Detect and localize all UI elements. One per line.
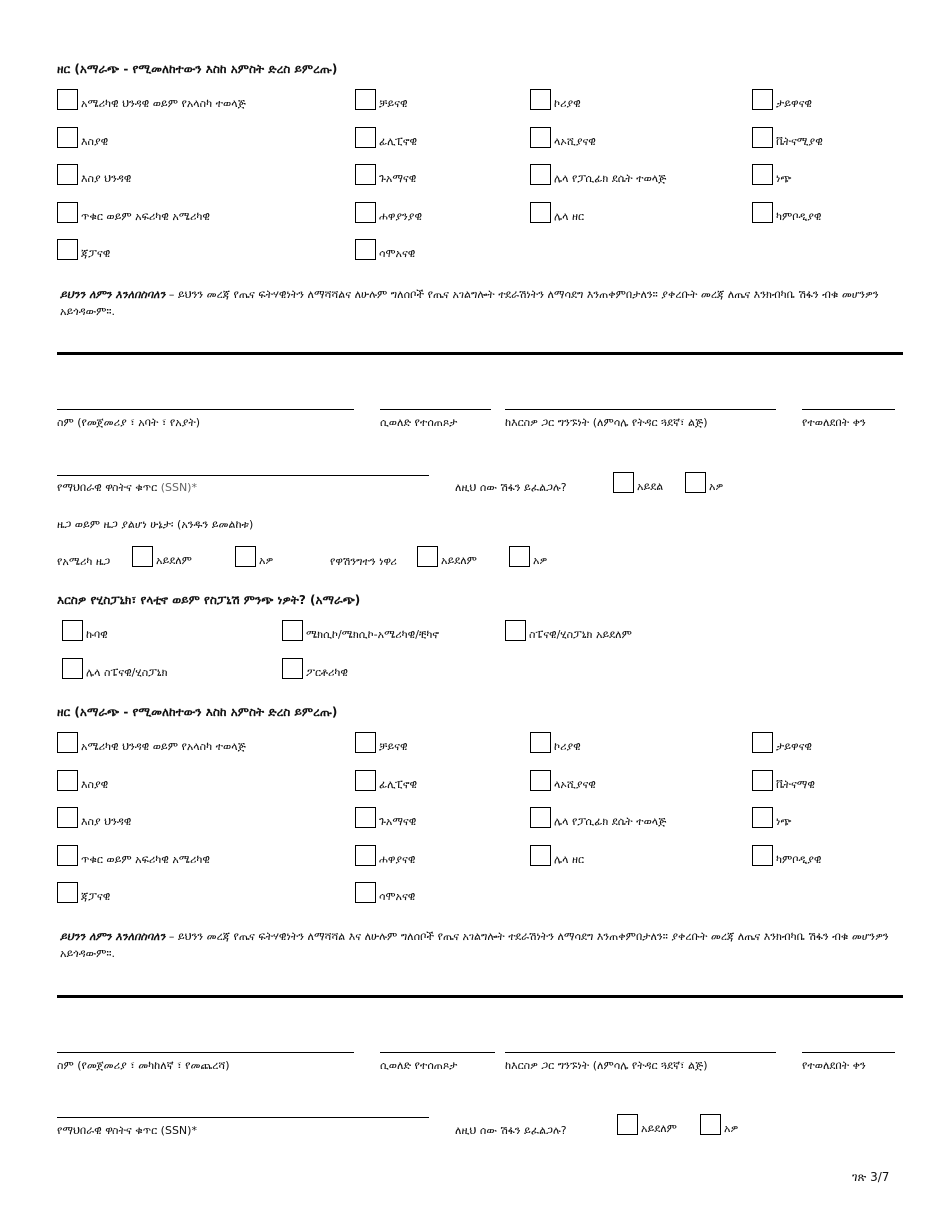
race-label: ጃፓናዊ <box>81 247 111 260</box>
race-option[interactable] <box>355 89 408 111</box>
name-label-2: ስም (የመጀመሪያ ፣ መካከለኛ ፣ የመጨረሻ) <box>57 1059 230 1072</box>
checkbox[interactable] <box>132 546 153 567</box>
checkbox[interactable] <box>752 89 773 110</box>
checkbox[interactable] <box>752 732 773 753</box>
race-label: ሳሞአናዊ <box>379 890 416 903</box>
race-option[interactable] <box>57 770 108 792</box>
checkbox[interactable] <box>530 807 551 828</box>
race-label: ቻይናዊ <box>379 97 408 110</box>
race-option[interactable] <box>752 732 812 754</box>
checkbox[interactable] <box>235 546 256 567</box>
resident-label: የዋሽንግተን ነዋሪ <box>330 555 397 568</box>
checkbox[interactable] <box>700 1114 721 1135</box>
race-heading-1: ዘር (አማራጭ - የሚመለከተውን እስከ አምስት ድረስ ይምረጡ) <box>57 62 338 76</box>
page-number: ገጽ 3/7 <box>852 1170 890 1184</box>
race-label: ላኦሺያናዊ <box>554 134 596 148</box>
race-option[interactable] <box>57 239 110 261</box>
checkbox[interactable] <box>355 770 376 791</box>
race-label: ሌላ ዘር <box>554 209 585 223</box>
dob-line[interactable] <box>802 409 895 410</box>
citizenship-heading: ዜጋ ወይም ዜጋ ያልሆነ ሁኔታ፡ (አንዱን ይመልከቱ) <box>57 518 254 531</box>
race-label: ሐዋያንያዊ <box>379 209 423 223</box>
race-label: እስያዊ <box>81 134 109 148</box>
us-citizen-label: የአሜሪካ ዜጋ <box>57 555 111 568</box>
checkbox[interactable] <box>282 620 303 641</box>
race-label: ኮሪያዊ <box>554 97 581 110</box>
relationship-line-2[interactable] <box>505 1052 776 1053</box>
hispanic-label: ሌላ ስፔናዊ/ሂስፓኒክ <box>86 665 168 679</box>
checkbox[interactable] <box>62 658 83 679</box>
race-option[interactable] <box>355 202 422 224</box>
sex-line[interactable] <box>380 409 491 410</box>
checkbox[interactable] <box>752 845 773 866</box>
race-option[interactable] <box>752 807 791 829</box>
race-option[interactable] <box>355 882 415 904</box>
race-label: ጃፓናዊ <box>81 890 111 903</box>
race-label: እስያ ህንዳዊ <box>81 172 132 185</box>
checkbox[interactable] <box>752 164 773 185</box>
race-label: እስያ ህንዳዊ <box>81 815 132 828</box>
race-option[interactable] <box>57 807 131 829</box>
coverage-yes-option[interactable] <box>685 472 723 494</box>
race-label: አሜሪካዊ ህንዳዊ ወይም የአላስካ ተወላጅ <box>81 97 246 110</box>
sex-line-2[interactable] <box>380 1052 495 1053</box>
race-option[interactable] <box>355 164 416 186</box>
resident-no-option[interactable] <box>417 546 477 568</box>
why-label-1: ይህንን ለምን እንለበስባለን <box>60 288 166 301</box>
sex-label-2: ሲወለድ የተሰጠጾታ <box>380 1059 458 1072</box>
section-divider-2 <box>57 995 903 998</box>
checkbox[interactable] <box>57 164 78 185</box>
checkbox[interactable] <box>57 239 78 260</box>
checkbox[interactable] <box>752 127 773 148</box>
race-label: ላኦሺያናዊ <box>554 777 596 791</box>
why-note-2 <box>60 928 900 962</box>
race-label: ካምቦዲያዊ <box>776 209 822 223</box>
race-option[interactable] <box>355 239 415 261</box>
race-option[interactable] <box>752 127 823 149</box>
checkbox[interactable] <box>57 127 78 148</box>
race-option[interactable] <box>530 732 581 754</box>
checkbox[interactable] <box>530 732 551 753</box>
coverage-yes-label: አዎ <box>709 480 724 493</box>
hispanic-label: ፖርቶሪካዊ <box>306 665 348 679</box>
hispanic-option[interactable] <box>282 658 348 680</box>
section-divider-1 <box>57 352 903 355</box>
race-label: ቻይናዊ <box>379 740 408 753</box>
race-option[interactable] <box>530 845 584 867</box>
checkbox[interactable] <box>752 807 773 828</box>
checkbox[interactable] <box>57 202 78 223</box>
coverage-no-option[interactable] <box>613 472 663 494</box>
race-option[interactable] <box>752 202 822 224</box>
hispanic-label: ኩባዊ <box>86 628 108 641</box>
race-option[interactable] <box>530 164 666 186</box>
checkbox[interactable] <box>613 472 634 493</box>
name-line[interactable] <box>57 409 354 410</box>
race-label: ካምቦዲያዊ <box>776 852 822 866</box>
race-option[interactable] <box>752 770 815 792</box>
race-label: ቬትናማዊ <box>776 777 815 791</box>
race-label: ጥቁር ወይም አፍሪካዊ አሜሪካዊ <box>81 852 210 866</box>
coverage-no-option-2[interactable] <box>617 1114 677 1136</box>
checkbox[interactable] <box>57 807 78 828</box>
sex-label: ሲወለድ የተሰጠጾታ <box>380 416 458 429</box>
race-option[interactable] <box>530 770 596 792</box>
race-label: ነጭ <box>776 815 792 828</box>
coverage-question: ለዚህ ሰው ሽፋን ይፈልጋሉ? <box>455 481 567 494</box>
us-citizen-yes-label: አዎ <box>259 554 274 567</box>
race-option[interactable] <box>355 845 415 867</box>
ssn-label-2: የማህበራዊ ዋስትና ቁጥር (SSN)* <box>57 1124 197 1137</box>
coverage-no-label-2: አይደለም <box>641 1122 677 1135</box>
name-label: ስም (የመጀመሪያ ፣ አባት ፣ የአያት) <box>57 416 201 429</box>
race-option[interactable] <box>355 732 408 754</box>
checkbox[interactable] <box>530 845 551 866</box>
hispanic-option[interactable] <box>62 658 168 680</box>
coverage-yes-option-2[interactable] <box>700 1114 738 1136</box>
race-label: ታይዋናዊ <box>776 97 812 110</box>
race-option[interactable] <box>355 770 417 792</box>
checkbox[interactable] <box>355 202 376 223</box>
checkbox[interactable] <box>685 472 706 493</box>
checkbox[interactable] <box>62 620 83 641</box>
ssn-line-2[interactable] <box>57 1117 429 1118</box>
race-label: አሜሪካዊ ህንዳዊ ወይም የአላስካ ተወላጅ <box>81 740 246 753</box>
coverage-no-label: አይደል <box>637 480 664 493</box>
checkbox[interactable] <box>530 770 551 791</box>
name-line-2[interactable] <box>57 1052 354 1053</box>
dob-label-2: የተወለደበት ቀን <box>802 1059 866 1072</box>
hispanic-heading: እርስዎ የሂስፓኒክ፣ የላቲኖ ወይም የስፓኒሽ ምንጭ ነዎት? (አማራጭ) <box>57 593 361 607</box>
checkbox[interactable] <box>355 807 376 828</box>
ssn-line[interactable] <box>57 475 429 476</box>
race-option[interactable] <box>355 807 416 829</box>
race-label: ታይዋናዊ <box>776 740 812 753</box>
checkbox[interactable] <box>752 202 773 223</box>
race-label: ጉአማናዊ <box>379 172 417 185</box>
checkbox[interactable] <box>752 770 773 791</box>
race-option[interactable] <box>57 882 110 904</box>
checkbox[interactable] <box>355 882 376 903</box>
race-option[interactable] <box>530 89 581 111</box>
race-label: ሐዋያናዊ <box>379 852 416 866</box>
checkbox[interactable] <box>282 658 303 679</box>
checkbox[interactable] <box>530 202 551 223</box>
race-label: ፊሊፒኖዊ <box>379 777 418 791</box>
race-option[interactable] <box>57 845 210 867</box>
race-heading-2: ዘር (አማራጭ - የሚመለከተውን እስከ አምስት ድረስ ይምረጡ) <box>57 705 338 719</box>
relationship-line[interactable] <box>505 409 776 410</box>
us-citizen-no-option[interactable] <box>132 546 192 568</box>
hispanic-label: ሜክሲኮ/ሜክሲኮ-አሜሪካዊ/ቺካኖ <box>306 628 440 641</box>
ssn-abbr: (SSN)* <box>160 481 197 494</box>
ssn-label-wrap <box>57 481 197 495</box>
checkbox[interactable] <box>355 239 376 260</box>
checkbox[interactable] <box>57 89 78 110</box>
race-option[interactable] <box>57 89 246 111</box>
dob-label: የተወለደበት ቀን <box>802 416 866 429</box>
checkbox[interactable] <box>530 89 551 110</box>
checkbox[interactable] <box>57 882 78 903</box>
race-option[interactable] <box>530 202 584 224</box>
race-option[interactable] <box>752 89 812 111</box>
checkbox[interactable] <box>530 127 551 148</box>
race-label: ጥቁር ወይም አፍሪካዊ አሜሪካዊ <box>81 209 210 223</box>
why-label-2: ይህንን ለምን እንለበስባለን <box>60 930 166 943</box>
relationship-label-2: ከእርስዎ ጋር ግንኙነት (ለምሳሌ የትዳር ጓደኛ፣ ልጅ) <box>505 1059 708 1072</box>
hispanic-option[interactable] <box>62 620 108 642</box>
checkbox[interactable] <box>57 845 78 866</box>
race-label: ቬትናሚያዊ <box>776 134 823 148</box>
checkbox[interactable] <box>355 845 376 866</box>
race-label: ኮሪያዊ <box>554 740 581 753</box>
resident-yes-label: አዎ <box>533 554 548 567</box>
race-label: ሌላ ዘር <box>554 852 585 866</box>
race-label: ነጭ <box>776 172 792 185</box>
why-text-2: – ይህንን መረጃ የጤና ፍትሃዊነትን ለማሻሻል እና ለሁሉም ግለሰቦች የጤና አገልግሎት ተደራሽነትን ለማሳደግ እንጠቀምበታለን። ያቀረቡት መረጃ ለጤና እንክብካቤ ሽፋን ብቁ መሆንዎን አይጎዳውም።. <box>60 930 889 960</box>
race-option[interactable] <box>530 807 666 829</box>
race-label: ሌላ የፓሲፊክ ደሴት ተወላጅ <box>554 172 667 185</box>
ssn-label: የማህበራዊ ዋስትና ቁጥር <box>57 481 158 494</box>
checkbox[interactable] <box>57 770 78 791</box>
hispanic-option[interactable] <box>505 620 632 642</box>
coverage-yes-label-2: አዎ <box>724 1122 739 1135</box>
race-label: ጉአማናዊ <box>379 815 417 828</box>
us-citizen-yes-option[interactable] <box>235 546 273 568</box>
race-option[interactable] <box>57 164 131 186</box>
hispanic-option[interactable] <box>282 620 439 642</box>
resident-no-label: አይደለም <box>441 554 477 567</box>
race-label: ሳሞአናዊ <box>379 247 416 260</box>
why-note-1 <box>60 286 900 320</box>
race-option[interactable] <box>57 127 108 149</box>
race-label: ሌላ የፓሲፊክ ደሴት ተወላጅ <box>554 815 667 828</box>
checkbox[interactable] <box>355 89 376 110</box>
race-option[interactable] <box>530 127 596 149</box>
race-option[interactable] <box>57 202 210 224</box>
checkbox[interactable] <box>509 546 530 567</box>
us-citizen-no-label: አይደለም <box>156 554 192 567</box>
race-label: እስያዊ <box>81 777 109 791</box>
why-text-1: – ይህንን መረጃ የጤና ፍትሃዊነትን ለማሻሻልና ለሁሉም ግለሰቦች የጤና አገልግሎት ተደራሽነትን ለማሳደግ እንጠቀምበታለን። ያቀረቡት መረጃ ለጤና እንክብካቤ ሽፋን ብቁ መሆንዎን አይጎዳውም።. <box>60 288 879 318</box>
checkbox[interactable] <box>355 127 376 148</box>
resident-yes-option[interactable] <box>509 546 547 568</box>
checkbox[interactable] <box>355 732 376 753</box>
dob-line-2[interactable] <box>802 1052 895 1053</box>
checkbox[interactable] <box>505 620 526 641</box>
race-label: ፊሊፒኖዊ <box>379 134 418 148</box>
race-option[interactable] <box>355 127 417 149</box>
race-option[interactable] <box>752 845 822 867</box>
checkbox[interactable] <box>530 164 551 185</box>
checkbox[interactable] <box>417 546 438 567</box>
hispanic-label: ስፔናዊ/ሂስፓኒክ አይደለም <box>529 628 632 641</box>
coverage-question-2: ለዚህ ሰው ሽፋን ይፈልጋሉ? <box>455 1124 567 1137</box>
checkbox[interactable] <box>617 1114 638 1135</box>
race-option[interactable] <box>752 164 791 186</box>
checkbox[interactable] <box>57 732 78 753</box>
relationship-label: ከእርስዎ ጋር ግንኙነት (ለምሳሌ የትዳር ጓደኛ፣ ልጅ) <box>505 416 708 429</box>
race-option[interactable] <box>57 732 246 754</box>
checkbox[interactable] <box>355 164 376 185</box>
